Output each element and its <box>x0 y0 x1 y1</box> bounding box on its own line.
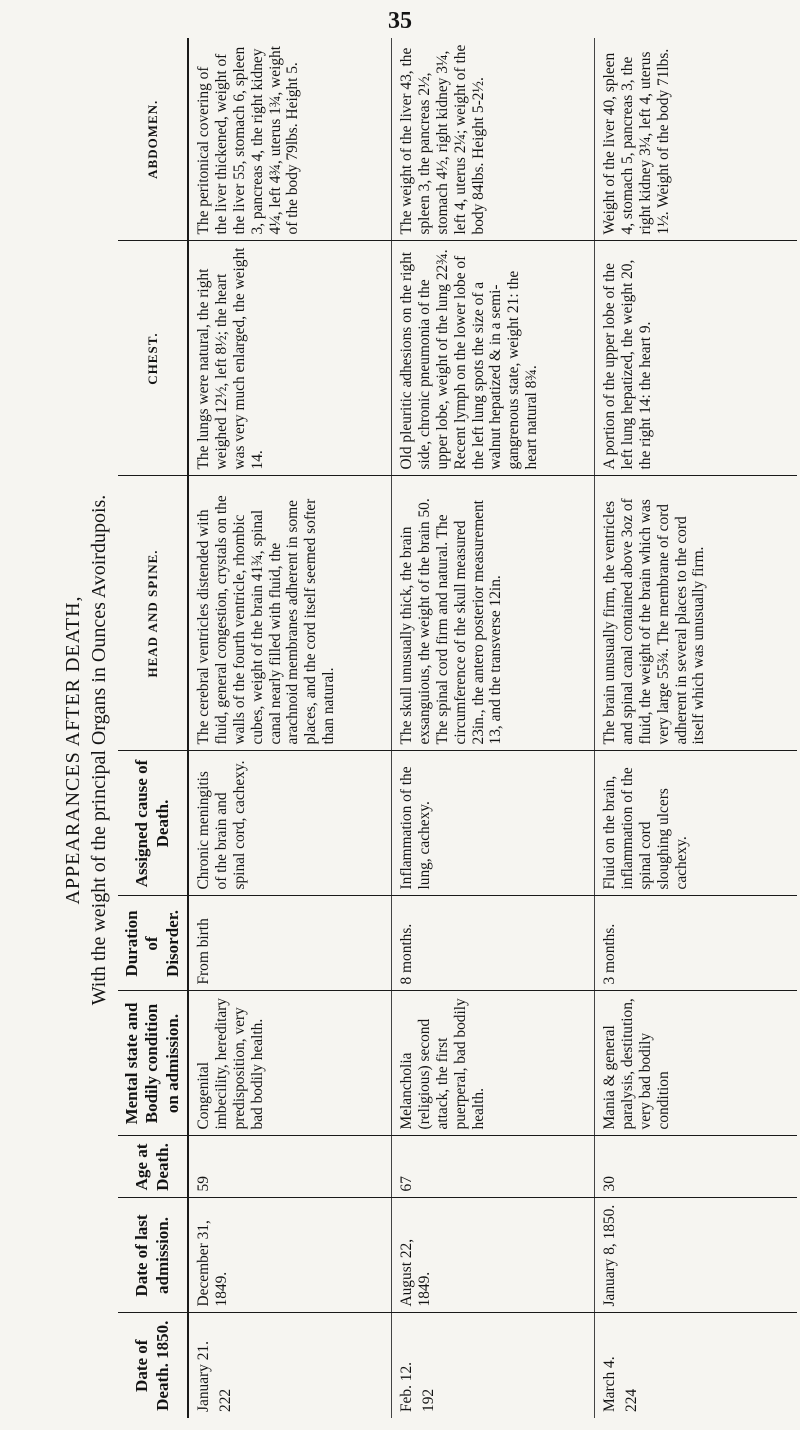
age-cell: 67 <box>392 1136 595 1198</box>
abdomen-cell: Weight of the liver 40, spleen 4, stomach 5, pancreas 3, the right kidney 3¼, left 4, uterus 1½. Weight of the body 71lbs. <box>595 38 798 241</box>
page-number: 35 <box>388 8 412 34</box>
death-date: March 4. <box>601 1356 619 1412</box>
death-number: 222 <box>217 1388 235 1412</box>
table-row <box>392 38 595 1418</box>
head-cell: The brain unusually firm, the ventricles and spinal canal contained above 3oz of fluid, the weight of the brain which was very large 55¾. The membrane of cord adherent in several places to the cord itself which was unusually firm. <box>595 476 798 751</box>
col-header-age: Age at Death. <box>118 1136 188 1198</box>
admission-cell: August 22, 1849. <box>392 1198 595 1313</box>
abdomen-cell: The weight of the liver 43, the spleen 3, the pancreas 2½, stomach 4½, right kidney 3¼, left 4, uterus 2¼; weight of the body 84lbs. Height 5-2½. <box>392 38 595 241</box>
head-cell: The cerebral ventricles distended with fluid, general congestion, crystals on the walls of the fourth ventricle, rhombic cubes, weight of the brain 41¾, spinal canal nearly filled with fluid, the arachnoid membranes adherent in some places, and the cord itself seemed softer than natural. <box>188 476 392 751</box>
death-cell <box>188 1313 392 1418</box>
table-heading: APPEARANCES AFTER DEATH, <box>62 595 84 905</box>
cause-cell: Fluid on the brain, inflammation of the spinal cord sloughing ulcers cachexy. <box>595 751 798 896</box>
death-number: 192 <box>420 1388 438 1412</box>
table-row <box>188 38 392 1418</box>
post-mortem-table <box>118 38 797 1418</box>
col-header-head: HEAD AND SPINE. <box>118 476 188 751</box>
col-header-abdomen: ABDOMEN. <box>118 38 188 241</box>
table-subheading: With the weight of the principal Organs in Ounces Avoirdupois. <box>88 494 110 1006</box>
col-header-cause: Assigned cause of Death. <box>118 751 188 896</box>
death-cell <box>392 1313 595 1418</box>
chest-cell: The lungs were natural, the right weighed 12½, left 8½; the heart was very much enlarged, the weight 14. <box>188 241 392 476</box>
table-row <box>595 38 798 1418</box>
death-date: Feb. 12. <box>398 1361 416 1412</box>
age-cell: 30 <box>595 1136 798 1198</box>
mental-cell: Congenital imbecility, hereditary predisposition, very bad bodily health. <box>188 991 392 1136</box>
col-header-admission: Date of last admission. <box>118 1198 188 1313</box>
mental-cell: Melancholia (religious) second attack, the first puerperal, bad bodily health. <box>392 991 595 1136</box>
age-cell: 59 <box>188 1136 392 1198</box>
duration-cell: From birth <box>188 896 392 991</box>
chest-cell: A portion of the upper lobe of the left lung hepatized, the weight 20, the right 14: the heart 9. <box>595 241 798 476</box>
death-cell <box>595 1313 798 1418</box>
col-header-death: Date of Death. 1850. <box>118 1313 188 1418</box>
col-header-chest: CHEST. <box>118 241 188 476</box>
abdomen-cell: The peritonical covering of the liver thickened, weight of the liver 55, stomach 6, spleen 3, pancreas 4, the right kidney 4¼, left 4¾, uterus 1¾, weight of the body 79lbs. Height 5. <box>188 38 392 241</box>
mental-cell: Mania & general paralysis, destitution, very bad bodily condition <box>595 991 798 1136</box>
cause-cell: Chronic meningitis of the brain and spinal cord, cachexy. <box>188 751 392 896</box>
admission-cell: January 8, 1850. <box>595 1198 798 1313</box>
header-row <box>118 38 188 1418</box>
admission-cell: December 31, 1849. <box>188 1198 392 1313</box>
duration-cell: 8 months. <box>392 896 595 991</box>
death-number: 224 <box>623 1388 641 1412</box>
head-cell: The skull unusually thick, the brain exsanguious, the weight of the brain 50. The spinal cord firm and natural. The circumference of the skull measured 23in., the antero posterior measurement 13, and the transverse 12in. <box>392 476 595 751</box>
cause-cell: Inflammation of the lung, cachexy. <box>392 751 595 896</box>
col-header-mental: Mental state and Bodily condition on admission. <box>118 991 188 1136</box>
death-date: January 21. <box>195 1341 213 1412</box>
duration-cell: 3 months. <box>595 896 798 991</box>
chest-cell: Old pleuritic adhesions on the right side, chronic pneumonia of the upper lobe, weight of the lung 22¾. Recent lymph on the lower lobe of the left lung spots the size of a walnut hepatized & in a semi-gangrenous state, weight 21: the heart natural 8¾. <box>392 241 595 476</box>
col-header-duration: Duration of Disorder. <box>118 896 188 991</box>
